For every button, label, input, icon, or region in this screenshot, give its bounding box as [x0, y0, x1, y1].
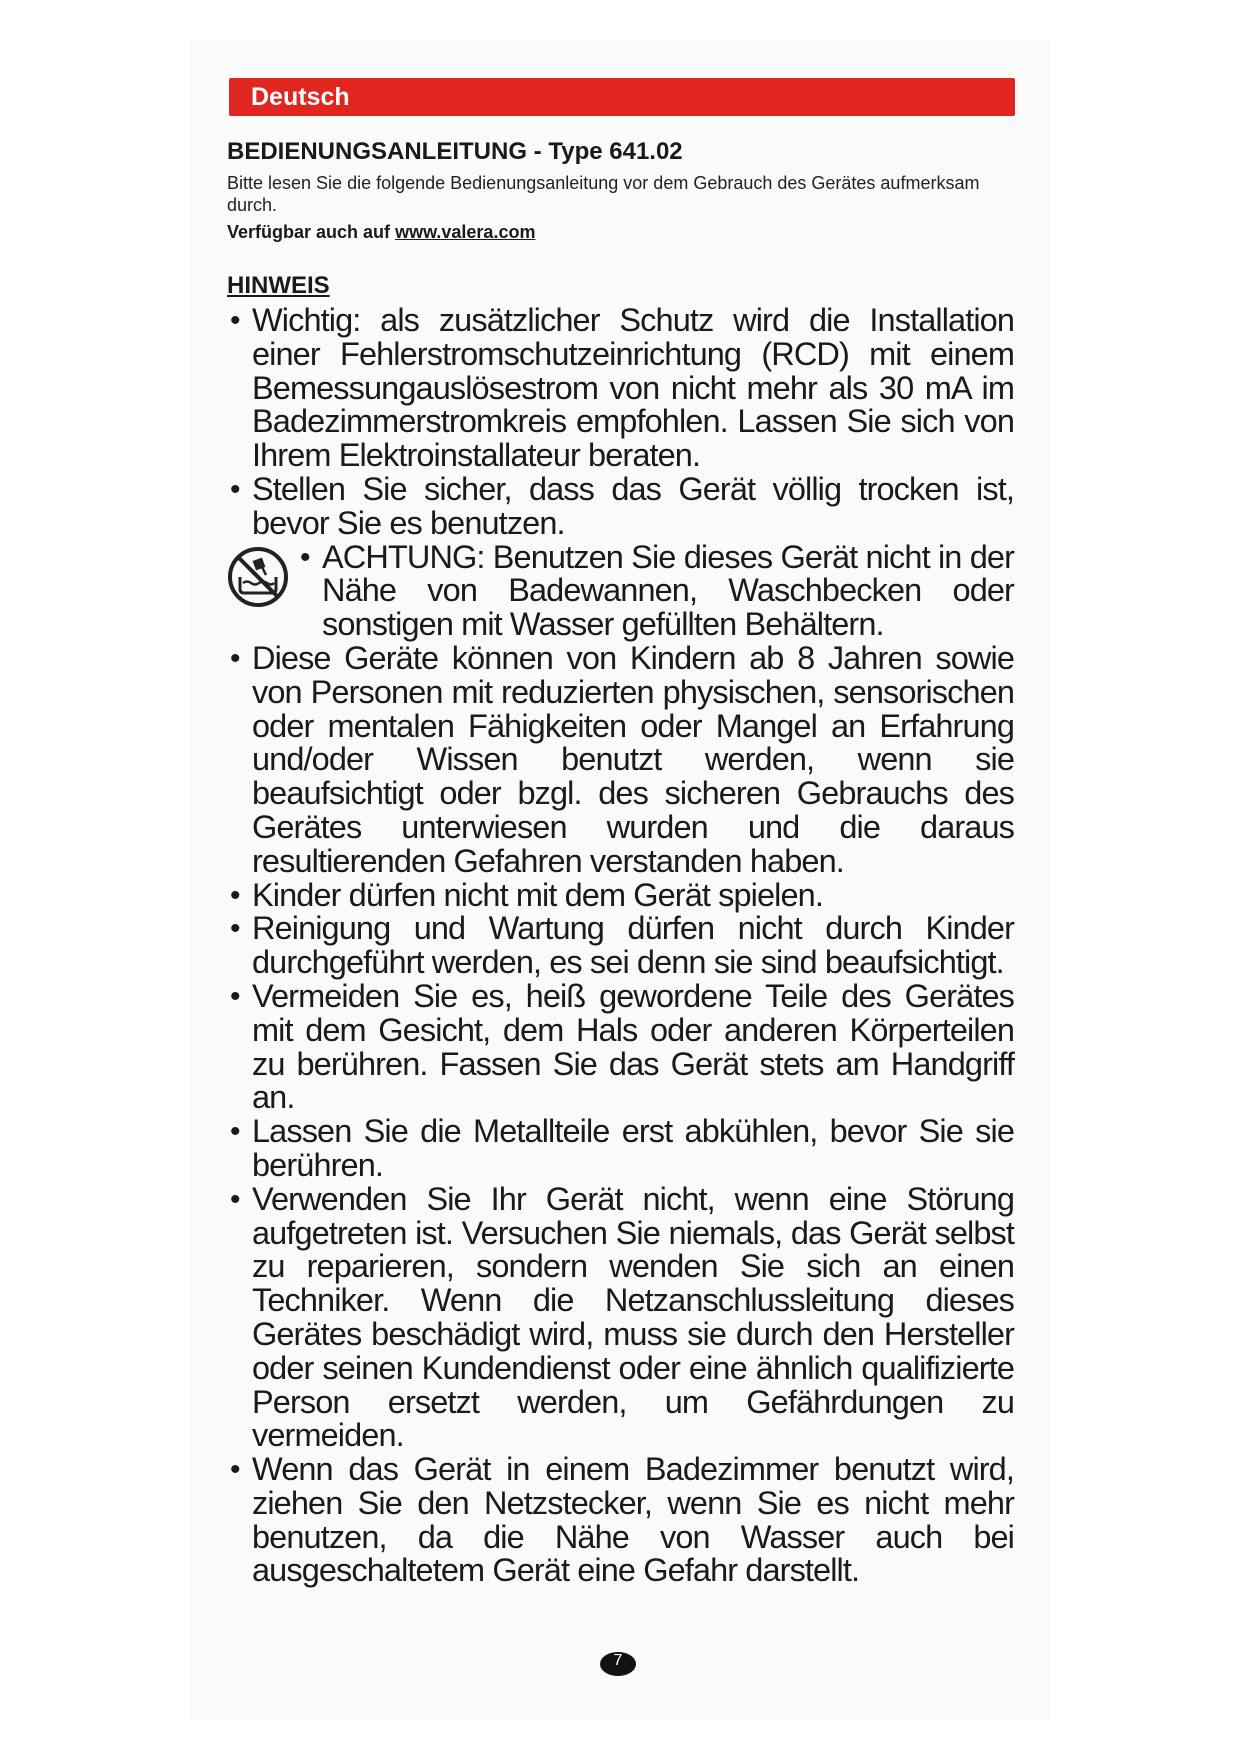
no-water-bath-icon — [226, 545, 290, 609]
intro-text: Bitte lesen Sie die folgende Bedienungsanleitung vor dem Gebrauch des Gerätes aufmerksam durch. — [227, 173, 980, 215]
list-item — [226, 977, 1014, 1116]
list-item — [226, 639, 1014, 879]
availability-line — [227, 222, 535, 243]
bullet-icon: • — [230, 912, 240, 946]
notice-list — [226, 304, 1014, 1588]
list-item-text: Lassen Sie die Metallteile erst abkühlen, bevor Sie sie berühren. — [252, 1113, 1014, 1183]
page-number: 7 — [600, 1652, 636, 1676]
list-item-text: Wenn das Gerät in einem Badezimmer benutzt wird, ziehen Sie den Netzstecker, wenn Sie es nicht mehr benutzen, da die Nähe von Wasser auch bei ausgeschaltetem Gerät eine Gefahr darstellt. — [252, 1451, 1014, 1589]
list-item-text: Wichtig: als zusätzlicher Schutz wird die Installation einer Fehlerstromschutzeinrichtung (RCD) mit einem Bemessungauslösestrom von nicht mehr als 30 mA im Badezimmerstromkreis empfohlen. Lassen Sie sich von Ihrem Elektroinstallateur beraten. — [252, 302, 1014, 474]
bullet-icon: • — [230, 979, 240, 1013]
list-item-text: Diese Geräte können von Kindern ab 8 Jahren sowie von Personen mit reduzierten physischen, sensorischen oder mentalen Fähigkeiten oder Mangel an Erfahrung und/oder Wissen benutzt werden, wenn sie beaufsichtigt oder bzgl. des sicheren Gebrauchs des Gerätes unterwiesen wurden und die daraus resultierenden Gefahren verstanden haben. — [252, 639, 1014, 879]
bullet-icon: • — [230, 304, 240, 337]
bullet-icon: • — [230, 472, 240, 506]
bullet-icon: • — [230, 1453, 240, 1487]
list-item-text: Vermeiden Sie es, heiß gewordene Teile des Gerätes mit dem Gesicht, dem Hals oder anderen Körperteilen zu berühren. Fassen Sie das Gerät stets am Handgriff an. — [252, 977, 1014, 1116]
bullet-icon: • — [230, 1182, 240, 1216]
list-item — [226, 1453, 1014, 1588]
website-link[interactable]: www.valera.com — [395, 222, 536, 242]
bullet-icon: • — [230, 641, 240, 675]
list-item — [226, 1115, 1014, 1183]
bullet-icon: • — [230, 1115, 240, 1149]
list-item-text: Reinigung und Wartung dürfen nicht durch Kinder durchgeführt werden, es sei denn sie sind beaufsichtigt. — [252, 910, 1014, 981]
list-item — [226, 876, 1014, 913]
list-item-text: Stellen Sie sicher, dass das Gerät völlig trocken ist, bevor Sie es benutzen. — [252, 470, 1014, 541]
list-item-text: Kinder dürfen nicht mit dem Gerät spielen. — [252, 876, 823, 913]
list-item — [226, 1180, 1014, 1454]
language-bar — [229, 78, 1015, 116]
list-item — [226, 304, 1014, 473]
list-item-text: Verwenden Sie Ihr Gerät nicht, wenn eine Störung aufgetreten ist. Versuchen Sie niemals, das Gerät selbst zu reparieren, sondern wenden Sie sich an einen Techniker. Wenn die Netzanschlussleitung dieses Gerätes beschädigt wird, muss sie durch den Hersteller oder seinen Kundendienst oder eine ähnlich qualifizierte Person ersetzt werden, um Gefährdungen zu vermeiden. — [252, 1180, 1014, 1454]
list-item-warning — [226, 538, 1014, 643]
availability-label: Verfügbar auch auf — [227, 222, 391, 242]
language-label: Deutsch — [251, 83, 350, 111]
notice-heading: HINWEIS — [227, 272, 330, 299]
list-item — [226, 470, 1014, 541]
list-item — [226, 912, 1014, 980]
bullet-icon: • — [300, 540, 310, 574]
list-item-text: ACHTUNG: Benutzen Sie dieses Gerät nicht in der Nähe von Badewannen, Waschbecken oder sonstigen mit Wasser gefüllten Behältern. — [322, 538, 1014, 643]
bullet-icon: • — [230, 878, 240, 912]
document-title: BEDIENUNGSANLEITUNG - Type 641.02 — [227, 138, 683, 165]
